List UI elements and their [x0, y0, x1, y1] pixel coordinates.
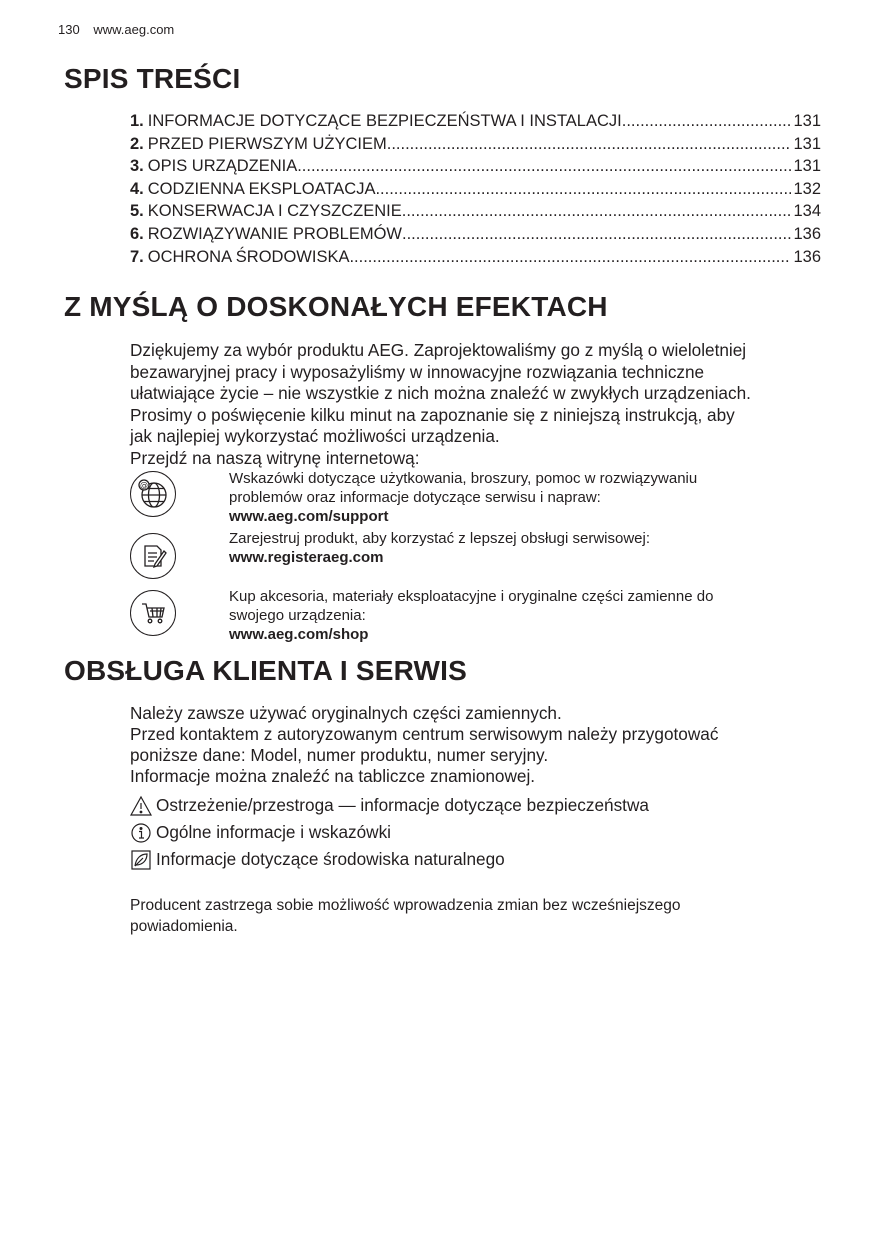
- toc-leader: [349, 246, 791, 269]
- toc-leader: [402, 223, 791, 246]
- service-paragraph: [130, 703, 830, 787]
- toc-item-number: 6.: [130, 224, 144, 243]
- toc-item-title: CODZIENNA EKSPLOATACJA: [147, 179, 376, 198]
- legend-item-environment: [130, 846, 830, 873]
- toc-item[interactable]: [130, 246, 821, 269]
- support-url[interactable]: www.aeg.com/support: [229, 508, 389, 525]
- legend-label: Ogólne informacje i wskazówki: [156, 822, 391, 842]
- notice-line: powiadomienia.: [130, 918, 238, 935]
- shopping-cart-icon: [130, 590, 176, 636]
- intro-heading: Z MYŚLĄ O DOSKONAŁYCH EFEKTACH: [64, 291, 608, 322]
- toc-item-number: 3.: [130, 157, 144, 176]
- shop-url[interactable]: www.aeg.com/shop: [229, 626, 369, 643]
- register-url[interactable]: www.registeraeg.com: [229, 549, 384, 566]
- support-link-text: [229, 469, 809, 526]
- toc-item-number: 7.: [130, 247, 144, 266]
- toc-item[interactable]: [130, 133, 821, 156]
- shop-link-line: Kup akcesoria, materiały eksploatacyjne i oryginalne części zamienne do: [229, 588, 714, 605]
- shop-link-line: swojego urządzenia:: [229, 607, 366, 624]
- intro-line: jak najlepiej wykorzystać możliwości urządzenia.: [130, 426, 500, 446]
- register-link-text: [229, 529, 809, 567]
- toc-leader: [622, 110, 792, 133]
- intro-line: Prosimy o poświęcenie kilku minut na zapoznanie się z niniejszą instrukcją, aby: [130, 404, 735, 425]
- service-heading: OBSŁUGA KLIENTA I SERWIS: [64, 655, 468, 686]
- register-icon: [130, 533, 176, 579]
- intro-line: Dziękujemy za wybór produktu AEG. Zaprojektowaliśmy go z myślą o wieloletniej: [130, 340, 747, 360]
- table-of-contents: [130, 110, 821, 268]
- toc-heading: SPIS TREŚCI: [64, 63, 241, 94]
- toc-item-number: 4.: [130, 179, 144, 198]
- toc-item-page: 136: [793, 247, 821, 266]
- info-icon: [130, 822, 152, 844]
- service-line: Należy zawsze używać oryginalnych części zamiennych.: [130, 703, 562, 723]
- service-line: poniższe dane: Model, numer produktu, numer seryjny.: [130, 745, 549, 765]
- page-header: [58, 22, 184, 37]
- legend-item-warning: [130, 792, 830, 819]
- change-notice: [130, 895, 830, 937]
- intro-paragraph: [130, 340, 830, 469]
- legend-label: Ostrzeżenie/przestroga — informacje dotyczące bezpieczeństwa: [156, 795, 649, 815]
- legend-label: Informacje dotyczące środowiska naturalnego: [156, 849, 505, 869]
- service-line: Przed kontaktem z autoryzowanym centrum serwisowym należy przygotować: [130, 724, 719, 744]
- toc-item[interactable]: [130, 200, 821, 223]
- toc-leader: [297, 155, 791, 178]
- shop-link-text: [229, 587, 809, 644]
- toc-item[interactable]: [130, 155, 821, 178]
- symbol-legend: [130, 792, 830, 873]
- toc-item-title: ROZWIĄZYWANIE PROBLEMÓW: [147, 224, 402, 243]
- toc-item[interactable]: [130, 178, 821, 201]
- toc-item-page: 132: [793, 179, 821, 198]
- intro-line: bezawaryjnej pracy i wyposażyliśmy w innowacyjne rozwiązania techniczne: [130, 361, 705, 382]
- toc-item-page: 131: [793, 134, 821, 153]
- page-number: 130: [58, 22, 80, 37]
- register-link-line: Zarejestruj produkt, aby korzystać z lepszej obsługi serwisowej:: [229, 530, 651, 547]
- toc-item[interactable]: [130, 110, 821, 133]
- toc-leader: [375, 178, 791, 201]
- leaf-icon: [130, 849, 152, 871]
- toc-item-number: 5.: [130, 202, 144, 221]
- service-line: Informacje można znaleźć na tabliczce znamionowej.: [130, 766, 536, 786]
- website-link[interactable]: www.aeg.com: [93, 22, 175, 37]
- legend-item-info: [130, 819, 830, 846]
- globe-icon: [130, 471, 176, 517]
- toc-item-title: PRZED PIERWSZYM UŻYCIEM: [147, 134, 387, 153]
- support-link-line: Wskazówki dotyczące użytkowania, broszury, pomoc w rozwiązywaniu: [229, 470, 698, 487]
- toc-item-title: OPIS URZĄDZENIA: [147, 157, 298, 176]
- svg-text:@: @: [140, 480, 148, 490]
- intro-line: Przejdź na naszą witrynę internetową:: [130, 447, 420, 468]
- toc-leader: [387, 133, 792, 156]
- toc-item-page: 134: [793, 202, 821, 221]
- warning-icon: [130, 795, 152, 817]
- toc-item-number: 1.: [130, 112, 144, 130]
- toc-item[interactable]: [130, 223, 821, 246]
- toc-item-title: KONSERWACJA I CZYSZCZENIE: [147, 202, 402, 221]
- support-link-line: problemów oraz informacje dotyczące serwisu i napraw:: [229, 489, 601, 506]
- toc-item-page: 131: [793, 157, 821, 176]
- notice-line: Producent zastrzega sobie możliwość wprowadzenia zmian bez wcześniejszego: [130, 897, 681, 914]
- intro-line: ułatwiające życie – nie wszystkie z nich można znaleźć w zwykłych urządzeniach.: [130, 383, 751, 403]
- toc-item-page: 131: [793, 112, 821, 130]
- toc-item-title: OCHRONA ŚRODOWISKA: [147, 247, 350, 266]
- toc-item-page: 136: [793, 224, 821, 243]
- toc-item-title: INFORMACJE DOTYCZĄCE BEZPIECZEŃSTWA I INSTALACJI: [147, 112, 622, 130]
- toc-item-number: 2.: [130, 134, 144, 153]
- toc-leader: [402, 200, 792, 223]
